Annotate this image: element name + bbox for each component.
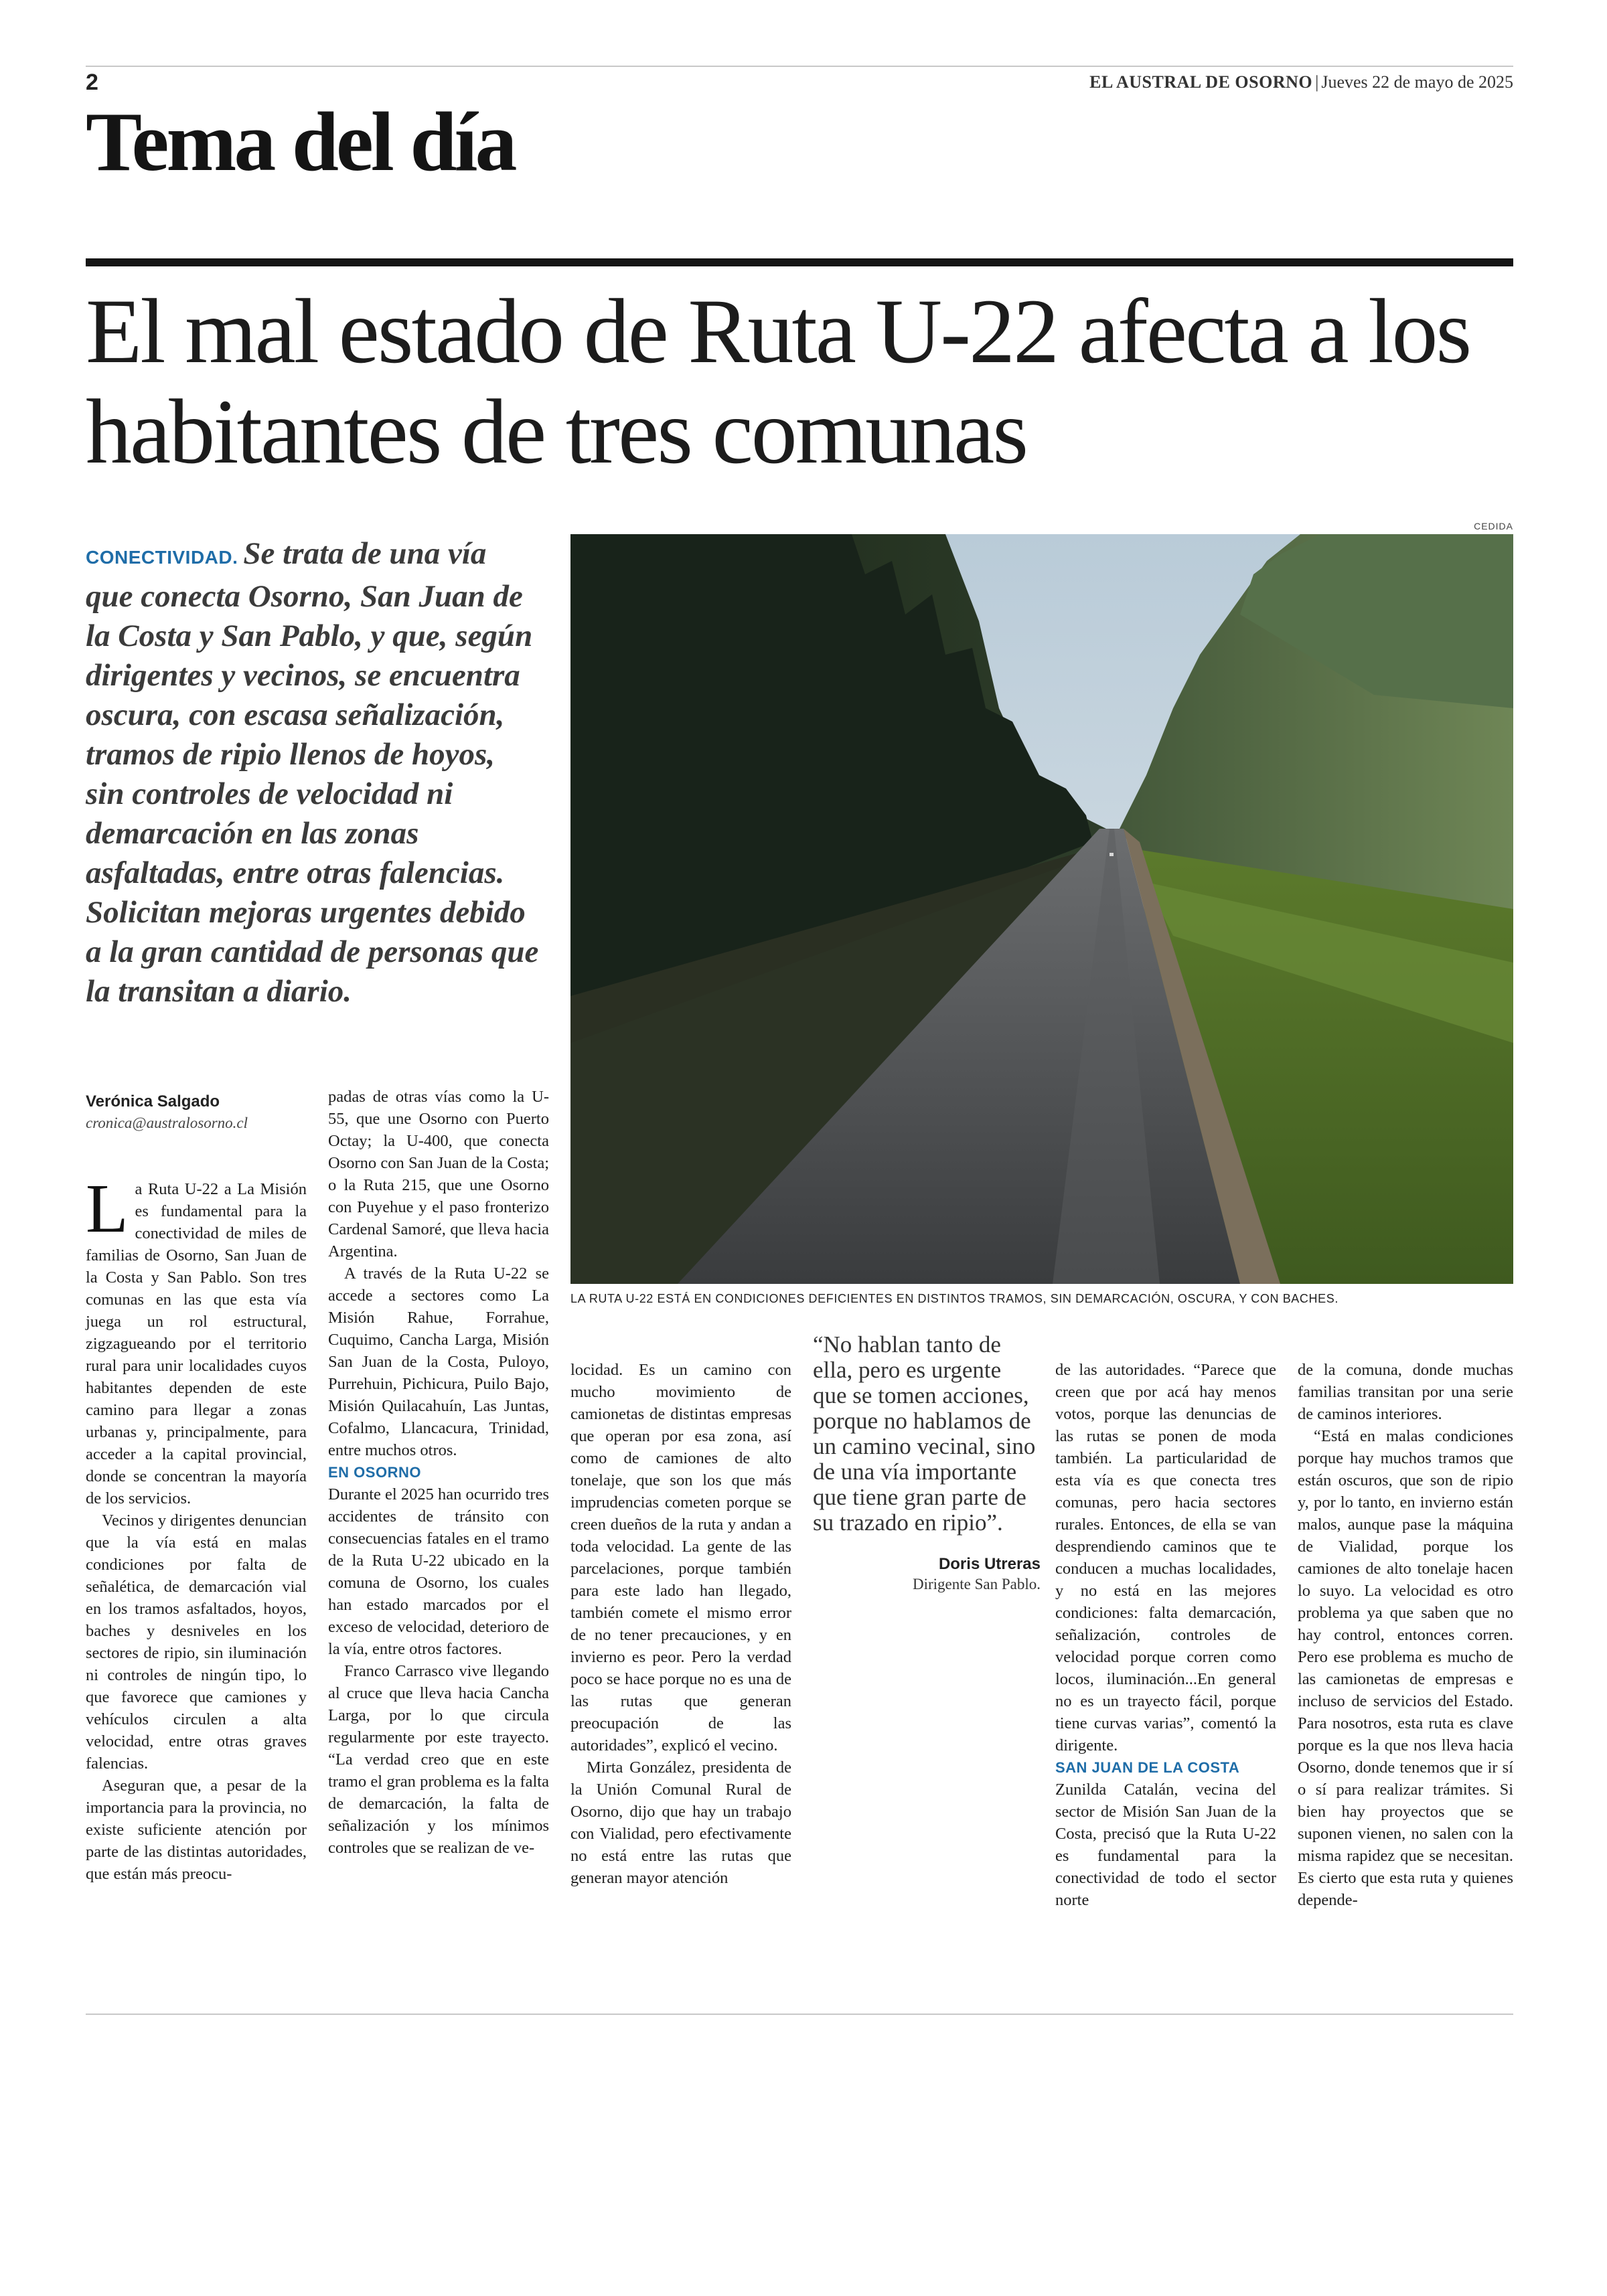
- paragraph-1-text: a Ruta U-22 a La Misión es fundamental para la conectividad de miles de familias de Osorno, San Juan de la Costa y San Pablo. Son tres comunas en las que esta vía juega un rol estructural, zigzagueando por el territorio rural para unir localidades cuyos habitantes dependen de este camino para llegar a zonas urbanas y, principalmente, para acceder a la capital provincial, donde se concentran la mayoría de los servicios.: [86, 1180, 307, 1507]
- paragraph-1: [86, 1170, 307, 1509]
- top-rule: [86, 66, 1513, 67]
- road-photo-illustration: [570, 534, 1513, 1284]
- kicker-label: CONECTIVIDAD.: [86, 547, 238, 568]
- article-column-6: [1298, 1359, 1513, 1911]
- subhead-san-juan-de-la-costa: SAN JUAN DE LA COSTA: [1055, 1759, 1240, 1776]
- road-photo: [570, 534, 1513, 1284]
- masthead-paper: EL AUSTRAL DE OSORNO: [1089, 72, 1313, 92]
- paragraph-2: Vecinos y dirigentes denuncian que la vía está en malas condiciones por falta de señalética, de demarcación vial en los tramos asfaltados, hoyos, baches y desniveles en los sectores de ripio, sin iluminación ni controles de ningún tipo, lo que favorece que camiones y vehículos circulen a alta velocidad, entre otras graves falencias.: [86, 1511, 307, 1773]
- pull-quote-name: Doris Utreras: [938, 1555, 1041, 1573]
- masthead-separator: |: [1315, 72, 1319, 92]
- paragraph-6: Durante el 2025 han ocurrido tres accidentes de tránsito con consecuencias fatales en el tramo de la Ruta U-22 ubicado en la comuna de Osorno, los cuales han estado marcados por el exceso de velocidad, deterioro de la vía, entre otros factores.: [328, 1485, 549, 1658]
- subhead-en-osorno: EN OSORNO: [328, 1464, 421, 1481]
- headline: El mal estado de Ruta U-22 afecta a los habitantes de tres comunas: [86, 280, 1470, 483]
- paragraph-11: Zunilda Catalán, vecina del sector de Misión San Juan de la Costa, precisó que la Ruta U-22 es fundamental para la conectividad de todo el sector norte: [1055, 1781, 1276, 1909]
- photo-credit: CEDIDA: [1474, 521, 1513, 531]
- article-column-2: [328, 1086, 549, 1859]
- section-rule: [86, 258, 1513, 266]
- byline: [86, 1091, 307, 1134]
- paragraph-7: Franco Carrasco vive llegando al cruce que lleva hacia Cancha Larga, por lo que circula regularmente por este trayecto. “La verdad creo que en este tramo el gran problema es la falta de demarcación, la falta de señalización y los mínimos controles que se realizan de ve-: [328, 1662, 549, 1857]
- section-title: Tema del día: [86, 96, 515, 189]
- paragraph-10: de las autoridades. “Parece que creen que por acá hay menos votos, porque las denuncias de las rutas se ponen de moda también. La particularidad de esta vía es que conecta tres comunas, pero hacia sectores rurales. Entonces, de ella se van desprendiendo caminos que te conducen a muchas localidades, y no está en las mejores condiciones: falta demarcación, señalización, controles de velocidad porque corren como locos, iluminación...En general no es un trayecto fácil, porque tiene curvas varias”, comentó la dirigente.: [1055, 1361, 1276, 1754]
- paragraph-5: A través de la Ruta U-22 se accede a sectores como La Misión Rahue, Forrahue, Cuquimo, Cancha Larga, Misión San Juan de la Costa, Puloyo, Purrehuin, Pichicura, Puilo Bajo, Misión Quilacahuín, Las Juntas, Cofalmo, Llancacura, Trinidad, entre muchos otros.: [328, 1264, 549, 1459]
- paragraph-9: Mirta González, presidenta de la Unión Comunal Rural de Osorno, dijo que hay un trabajo con Vialidad, pero efectivamente no está entre las rutas que generan mayor atención: [570, 1758, 791, 1887]
- pull-quote: [813, 1332, 1041, 1594]
- masthead: [1089, 72, 1513, 92]
- author-name: Verónica Salgado: [86, 1092, 220, 1111]
- paragraph-12: de la comuna, donde muchas familias transitan por una serie de caminos interiores.: [1298, 1361, 1513, 1423]
- article-column-5: [1055, 1359, 1276, 1911]
- article-column-1: [86, 1170, 307, 1885]
- paragraph-3: Aseguran que, a pesar de la importancia para la provincia, no existe suficiente atención por parte de las distintas autoridades, que están más preocu-: [86, 1777, 307, 1883]
- kicker-block: [86, 534, 541, 1011]
- kicker-text: Se trata de una vía que conecta Osorno, San Juan de la Costa y San Pablo, y que, según dirigentes y vecinos, se encuentra oscura, con escasa señalización, tramos de ripio llenos de hoyos, sin controles de velocidad ni demarcación en las zonas asfaltadas, entre otras falencias. Solicitan mejoras urgentes debido a la gran cantidad de personas que la transitan a diario.: [86, 536, 539, 1009]
- paragraph-13: “Está en malas condiciones porque hay muchos tramos que están oscuros, que son de ripio y, por lo tanto, en invierno están malos, aunque pase la máquina de Vialidad, porque los camiones de alto tonelaje hacen lo suyo. La velocidad es otro problema ya que saben que no hay control, entonces corren. Pero ese problema es mucho de las camionetas de empresas e incluso de servicios del Estado. Para nosotros, esta ruta es clave porque es la que nos lleva hacia Osorno, donde tenemos que ir sí o sí para realizar trámites. Si bien hay proyectos que se suponen vienen, no salen con la misma rapidez que se necesitan. Es cierto que esta ruta y quienes depende-: [1298, 1427, 1513, 1909]
- photo-caption: LA RUTA U-22 ESTÁ EN CONDICIONES DEFICIENTES EN DISTINTOS TRAMOS, SIN DEMARCACIÓN, OSCURA, Y CON BACHES.: [570, 1292, 1338, 1305]
- paragraph-8: locidad. Es un camino con mucho movimiento de camionetas de distintas empresas que operan por esa zona, así como de camiones de alto tonelaje, que son los que más imprudencias cometen porque se creen dueños de la ruta y andan a toda velocidad. La gente de las parcelaciones, porque también para este lado han llegado, también comete el mismo error de no tener precauciones, y en invierno es peor. Pero la verdad poco se hace porque no es una de las rutas que generan preocupación de las autoridades”, explicó el vecino.: [570, 1361, 791, 1754]
- bottom-rule: [86, 2014, 1513, 2015]
- author-email[interactable]: cronica@australosorno.cl: [86, 1115, 248, 1131]
- article-column-3: [570, 1359, 791, 1889]
- paragraph-4: padas de otras vías como la U-55, que une Osorno con Puerto Octay; la U-400, que conecta Osorno con San Juan de la Costa; o la Ruta 215, que une Osorno con Puyehue y el paso fronterizo Cardenal Samoré, que lleva hacia Argentina.: [328, 1088, 549, 1260]
- drop-cap: L: [86, 1170, 129, 1247]
- pull-quote-role: Dirigente San Pablo.: [913, 1576, 1041, 1592]
- page-number: 2: [86, 70, 98, 95]
- pull-quote-text: “No hablan tanto de ella, pero es urgente que se tomen acciones, porque no hablamos de un camino vecinal, sino de una vía importante que tiene gran parte de su trazado en ripio”.: [813, 1331, 1036, 1536]
- masthead-date: Jueves 22 de mayo de 2025: [1321, 72, 1513, 92]
